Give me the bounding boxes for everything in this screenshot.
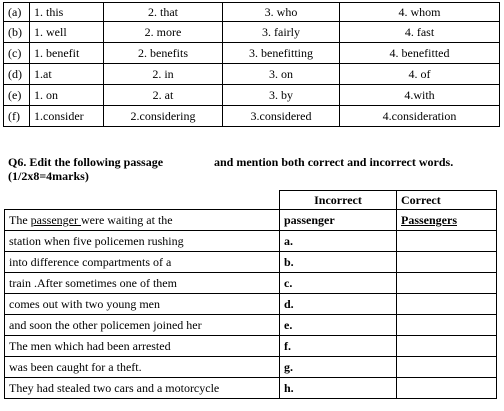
options-table-body	[4, 3, 500, 127]
edit-row	[5, 315, 497, 336]
incorrect-answer-cell: g.	[280, 357, 397, 378]
option-cell: 4. of	[340, 64, 500, 85]
option-cell: 2. more	[104, 22, 223, 43]
option-cell: 3.considered	[223, 106, 340, 127]
correct-answer-cell	[397, 294, 497, 315]
edit-row	[5, 273, 497, 294]
option-row-label: (e)	[4, 85, 30, 106]
question-title: Q6. Edit the following passage	[8, 155, 164, 169]
passage-line	[5, 273, 280, 294]
header-correct: Correct	[397, 191, 497, 210]
passage-line	[5, 252, 280, 273]
option-cell: 1. benefit	[30, 43, 104, 64]
option-cell: 1.at	[30, 64, 104, 85]
option-row-label: (d)	[4, 64, 30, 85]
correct-answer-cell: Passengers	[397, 210, 497, 231]
edit-row	[5, 294, 497, 315]
correct-answer-cell	[397, 336, 497, 357]
passage-text: They had stealed two cars and a motorcycle	[9, 380, 220, 395]
incorrect-answer-cell: passenger	[280, 210, 397, 231]
edit-table-body	[5, 191, 497, 399]
option-cell: 1.consider	[30, 106, 104, 127]
option-cell: 4.consideration	[340, 106, 500, 127]
options-row	[4, 3, 500, 22]
option-cell: 4.with	[340, 85, 500, 106]
incorrect-answer-cell: d.	[280, 294, 397, 315]
correct-answer-cell	[397, 252, 497, 273]
option-cell: 2.considering	[104, 106, 223, 127]
option-cell: 1. on	[30, 85, 104, 106]
options-row	[4, 43, 500, 64]
option-cell: 3. who	[223, 3, 340, 22]
passage-line	[5, 315, 280, 336]
option-cell: 3. on	[223, 64, 340, 85]
question-instruction: and mention both correct and incorrect words.	[214, 155, 454, 169]
option-row-label: (a)	[4, 3, 30, 22]
edit-row	[5, 252, 497, 273]
header-incorrect: Incorrect	[280, 191, 397, 210]
correct-answer-cell	[397, 315, 497, 336]
option-cell: 1. this	[30, 3, 104, 22]
options-row	[4, 85, 500, 106]
incorrect-answer-cell: f.	[280, 336, 397, 357]
options-row	[4, 64, 500, 85]
edit-table	[4, 190, 497, 399]
option-cell: 4. fast	[340, 22, 500, 43]
passage-text-rest: were waiting at the	[80, 212, 173, 227]
passage-text: was been caught for a theft.	[9, 359, 142, 374]
edit-row	[5, 336, 497, 357]
option-cell: 2. that	[104, 3, 223, 22]
edit-table-header-row	[5, 191, 497, 210]
option-cell: 3. fairly	[223, 22, 340, 43]
option-row-label: (c)	[4, 43, 30, 64]
incorrect-answer-cell: b.	[280, 252, 397, 273]
passage-line	[5, 294, 280, 315]
edit-row	[5, 357, 497, 378]
passage-text: station when five policemen rushing	[9, 233, 184, 248]
incorrect-answer-cell: e.	[280, 315, 397, 336]
passage-text: into difference compartments of a	[9, 254, 172, 269]
edit-row	[5, 210, 497, 231]
passage-text: train .After sometimes one of them	[9, 275, 177, 290]
correct-answer-cell	[397, 378, 497, 399]
incorrect-answer-cell: a.	[280, 231, 397, 252]
options-table	[3, 2, 500, 127]
incorrect-answer-cell: c.	[280, 273, 397, 294]
options-row	[4, 22, 500, 43]
option-cell: 1. well	[30, 22, 104, 43]
option-cell: 2. at	[104, 85, 223, 106]
passage-text: The men which had been arrested	[9, 338, 171, 353]
option-row-label: (f)	[4, 106, 30, 127]
underlined-word: passenger	[30, 212, 81, 227]
passage-text: comes out with two young men	[9, 296, 160, 311]
correct-answer-cell	[397, 273, 497, 294]
option-cell: 4. whom	[340, 3, 500, 22]
passage-text: and soon the other policemen joined her	[9, 317, 202, 332]
option-cell: 3. by	[223, 85, 340, 106]
incorrect-answer-cell: h.	[280, 378, 397, 399]
passage-line	[5, 378, 280, 399]
passage-line	[5, 336, 280, 357]
correct-answer-cell	[397, 357, 497, 378]
option-row-label: (b)	[4, 22, 30, 43]
passage-line	[5, 357, 280, 378]
question-marks: (1/2x8=4marks)	[8, 169, 89, 183]
option-cell: 2. in	[104, 64, 223, 85]
header-blank	[5, 191, 280, 210]
edit-row	[5, 231, 497, 252]
options-row	[4, 106, 500, 127]
passage-line	[5, 210, 280, 231]
passage-text: The	[9, 212, 31, 227]
passage-line	[5, 231, 280, 252]
option-cell: 3. benefitting	[223, 43, 340, 64]
correct-answer-cell	[397, 231, 497, 252]
edit-row	[5, 378, 497, 399]
option-cell: 2. benefits	[104, 43, 223, 64]
option-cell: 4. benefitted	[340, 43, 500, 64]
